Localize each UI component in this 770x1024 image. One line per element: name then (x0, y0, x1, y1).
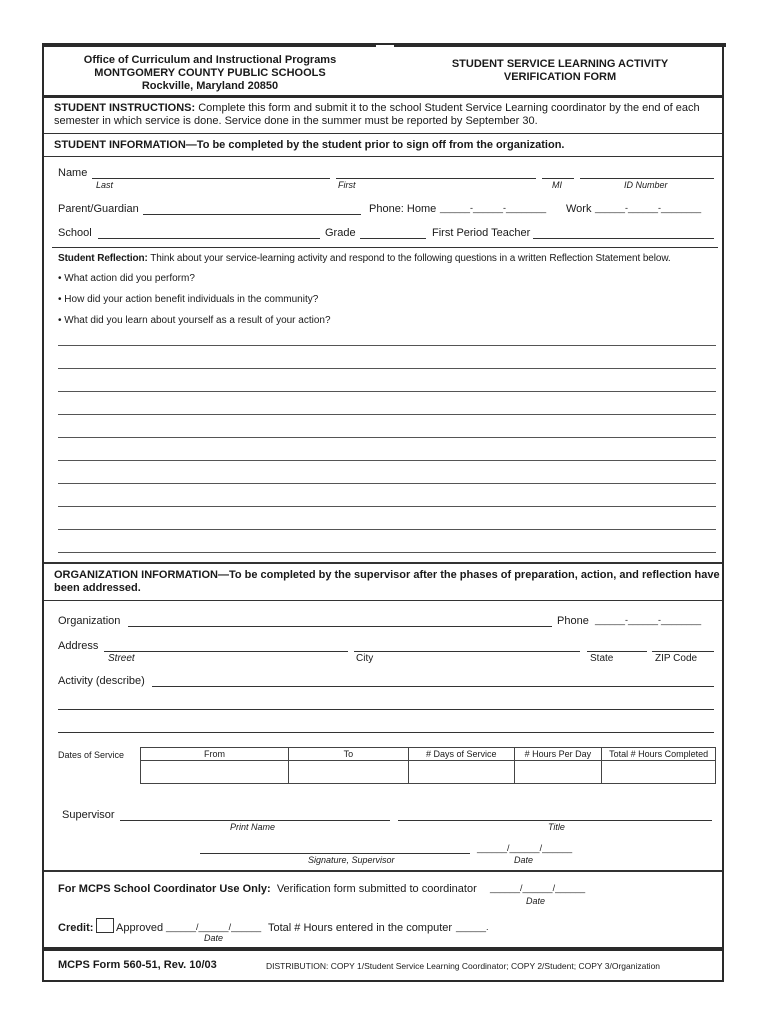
table-row (141, 761, 716, 784)
dates-of-service-label: Dates of Service (58, 750, 125, 760)
parent-label: Parent/Guardian (58, 203, 139, 215)
last-caption: Last (96, 180, 114, 190)
verification-form (42, 43, 724, 982)
hours-per-day-header: # Hours Per Day (514, 748, 602, 761)
reflection-line[interactable] (58, 529, 716, 530)
divider (44, 95, 722, 98)
reflection-question-1: • What action did you perform? (58, 273, 195, 284)
supervisor-label: Supervisor (62, 809, 115, 821)
divider (44, 133, 722, 134)
teacher-label: First Period Teacher (432, 227, 531, 239)
student-section-title: STUDENT INFORMATION—To be completed by the student prior to sign off from the organization. (54, 139, 565, 151)
state-field[interactable] (587, 651, 647, 652)
activity-line[interactable] (58, 709, 714, 710)
signature-date-field[interactable]: ______/______/______ (477, 843, 573, 853)
phone-home-field[interactable]: ______-______-________ (440, 203, 547, 213)
distribution-note: DISTRIBUTION: COPY 1/Student Service Learning Coordinator; COPY 2/Student; COPY 3/Organization (266, 961, 661, 971)
zip-field[interactable] (652, 651, 714, 652)
phone-home-label: Phone: Home (369, 203, 437, 215)
reflection-line[interactable] (58, 552, 716, 553)
total-hours-entered-label: Total # Hours entered in the computer (268, 922, 453, 934)
approved-label: Approved (116, 922, 164, 934)
street-field[interactable] (104, 651, 348, 652)
city-caption: City (356, 653, 374, 664)
first-caption: First (338, 180, 356, 190)
work-phone-field[interactable]: ______-______-________ (595, 203, 702, 213)
to-header: To (289, 748, 409, 761)
divider (44, 562, 722, 564)
organization-section-title-1: ORGANIZATION INFORMATION—To be completed by the supervisor after the phases of preparation, action, and reflection have (54, 569, 720, 581)
coordinator-date-field[interactable]: ______/______/______ (490, 883, 586, 893)
org-phone-label: Phone (557, 615, 589, 627)
supervisor-title-field[interactable] (398, 820, 712, 821)
middle-initial-field[interactable] (542, 178, 574, 179)
address-label: Address (58, 640, 99, 652)
activity-label: Activity (describe) (58, 675, 145, 687)
work-phone-label: Work (566, 203, 592, 215)
divider (52, 247, 718, 248)
days-cell[interactable] (408, 761, 514, 784)
reflection-line[interactable] (58, 483, 716, 484)
reflection-question-3: • What did you learn about yourself as a result of your action? (58, 315, 331, 326)
form-title-line-2: VERIFICATION FORM (503, 71, 617, 83)
print-name-caption: Print Name (230, 822, 276, 832)
school-label: School (58, 227, 92, 239)
reflection-line[interactable] (58, 437, 716, 438)
approved-date-caption: Date (204, 933, 224, 943)
reflection-line[interactable] (58, 414, 716, 415)
divider (44, 947, 722, 951)
organization-field[interactable] (128, 626, 552, 627)
reflection-line[interactable] (58, 368, 716, 369)
total-hours-header: Total # Hours Completed (602, 748, 716, 761)
reflection-line[interactable] (58, 391, 716, 392)
to-cell[interactable] (289, 761, 409, 784)
mi-caption: MI (552, 180, 562, 190)
city-field[interactable] (354, 651, 580, 652)
name-label: Name (58, 167, 88, 179)
org-phone-field[interactable]: ______-______-________ (595, 615, 702, 625)
teacher-field[interactable] (533, 238, 714, 239)
instructions-line-1: STUDENT INSTRUCTIONS: Complete this form and submit it to the school Student Service Learning coordinator by the end of each (54, 102, 700, 114)
title-caption: Title (548, 822, 565, 832)
approved-checkbox[interactable] (96, 918, 114, 933)
parent-field[interactable] (143, 214, 361, 215)
dates-of-service-table (140, 747, 716, 784)
activity-line[interactable] (58, 732, 714, 733)
reflection-prompt: Student Reflection: Think about your service-learning activity and respond to the following questions in a written Reflection Statement below. (58, 253, 671, 264)
signature-field[interactable] (200, 853, 470, 854)
approved-date-field[interactable]: ______/______/______ (166, 922, 262, 932)
reflection-question-2: • How did your action benefit individuals in the community? (58, 294, 319, 305)
signature-date-caption: Date (514, 855, 534, 865)
from-header: From (141, 748, 289, 761)
zip-caption: ZIP Code (655, 653, 698, 664)
hours-per-day-cell[interactable] (514, 761, 602, 784)
organization-label: Organization (58, 615, 121, 627)
first-name-field[interactable] (336, 178, 536, 179)
reflection-line[interactable] (58, 345, 716, 346)
supervisor-name-field[interactable] (120, 820, 390, 821)
from-cell[interactable] (141, 761, 289, 784)
id-number-field[interactable] (580, 178, 714, 179)
form-number: MCPS Form 560-51, Rev. 10/03 (58, 959, 217, 971)
grade-field[interactable] (360, 238, 426, 239)
street-caption: Street (108, 653, 135, 664)
district-name: MONTGOMERY COUNTY PUBLIC SCHOOLS (94, 67, 326, 79)
table-header-row (141, 748, 716, 761)
school-field[interactable] (98, 238, 320, 239)
header-rule-left (42, 43, 376, 47)
credit-label: Credit: (58, 922, 94, 934)
total-hours-entered-field[interactable]: ______. (456, 922, 489, 932)
days-header: # Days of Service (408, 748, 514, 761)
last-name-field[interactable] (92, 178, 330, 179)
coordinator-line: For MCPS School Coordinator Use Only: Verification form submitted to coordinator (58, 883, 477, 895)
organization-section-title-2: been addressed. (54, 582, 141, 594)
instructions-line-2: semester in which service is done. Service done in the summer must be reported by September 30. (54, 115, 538, 127)
state-caption: State (590, 653, 614, 664)
header-rule-right (394, 43, 726, 47)
signature-caption: Signature, Supervisor (308, 855, 395, 865)
coordinator-date-caption: Date (526, 896, 546, 906)
activity-field[interactable] (152, 686, 714, 687)
divider (44, 156, 722, 157)
form-title-line-1: STUDENT SERVICE LEARNING ACTIVITY (451, 58, 669, 70)
district-location: Rockville, Maryland 20850 (141, 80, 279, 92)
id-number-caption: ID Number (624, 180, 668, 190)
grade-label: Grade (325, 227, 356, 239)
reflection-line[interactable] (58, 460, 716, 461)
reflection-line[interactable] (58, 506, 716, 507)
divider (44, 600, 722, 601)
office-name: Office of Curriculum and Instructional Programs (83, 54, 337, 66)
divider (44, 870, 722, 872)
total-hours-cell[interactable] (602, 761, 716, 784)
